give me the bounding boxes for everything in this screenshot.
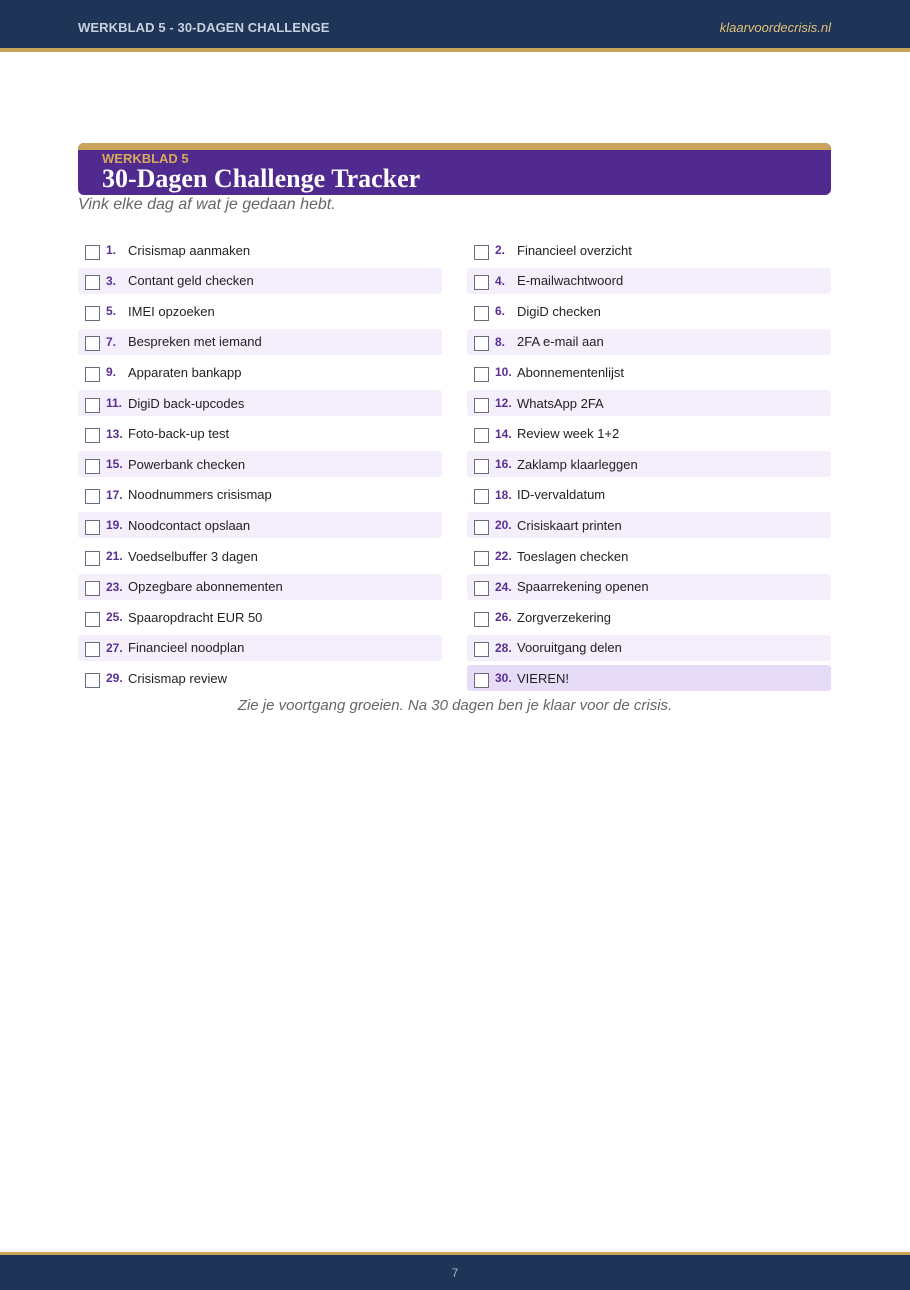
checklist-item: [467, 390, 831, 416]
item-label: 2FA e-mail aan: [517, 334, 604, 350]
item-label: DigiD back-upcodes: [128, 395, 245, 411]
checkbox[interactable]: [85, 612, 100, 627]
item-number: 29.: [106, 671, 123, 686]
checklist-item: [78, 574, 442, 600]
checklist-item: [78, 329, 442, 355]
header-website: klaarvoordecrisis.nl: [719, 20, 831, 35]
item-label: Crisismap aanmaken: [128, 242, 251, 258]
checkbox[interactable]: [474, 367, 489, 382]
checklist-item: [467, 512, 831, 538]
checkbox[interactable]: [85, 367, 100, 382]
item-number: 23.: [106, 579, 123, 594]
checklist-item: [78, 268, 442, 294]
checklist-item: [467, 237, 831, 263]
header-title: WERKBLAD 5 - 30-DAGEN CHALLENGE: [78, 20, 330, 35]
checklist-item: [78, 359, 442, 385]
item-number: 19.: [106, 518, 123, 533]
item-label: Bespreken met iemand: [128, 334, 262, 350]
checklist-item: [78, 451, 442, 477]
item-number: 11.: [106, 396, 123, 410]
page-title: 30-Dagen Challenge Tracker: [102, 164, 421, 193]
item-label: Zaklamp klaarleggen: [517, 456, 638, 472]
item-number: 25.: [106, 610, 123, 625]
checkbox[interactable]: [85, 306, 100, 321]
checkbox[interactable]: [85, 642, 100, 657]
checklist-item: [467, 268, 831, 294]
item-number: 16.: [495, 457, 512, 472]
item-number: 30.: [495, 671, 512, 686]
item-label: Zorgverzekering: [517, 609, 611, 625]
item-label: ID-vervaldatum: [517, 487, 606, 503]
item-number: 13.: [106, 426, 123, 441]
page-footer: [0, 1252, 910, 1290]
checklist-item: [78, 635, 442, 661]
checklist-item: [467, 604, 831, 630]
item-number: 4.: [495, 273, 506, 288]
footnote: Zie je voortgang groeien. Na 30 dagen ben je klaar voor de crisis.: [237, 697, 673, 714]
checklist-item: [78, 482, 442, 508]
checklist-item: [467, 359, 831, 385]
item-label: Review week 1+2: [517, 426, 620, 442]
item-number: 3.: [106, 273, 117, 288]
item-number: 27.: [106, 640, 123, 655]
checkbox[interactable]: [474, 612, 489, 627]
item-label: IMEI opzoeken: [128, 303, 215, 319]
checkbox[interactable]: [474, 275, 489, 290]
item-number: 20.: [495, 518, 512, 533]
item-label: E-mailwachtwoord: [517, 273, 624, 289]
item-label: Contant geld checken: [128, 273, 254, 289]
item-label: VIEREN!: [517, 670, 570, 686]
checkbox[interactable]: [85, 520, 100, 535]
item-label: Crisiskaart printen: [517, 517, 622, 533]
item-label: Spaarrekening openen: [517, 579, 649, 595]
item-number: 28.: [495, 640, 512, 655]
checkbox[interactable]: [85, 489, 100, 504]
checkbox[interactable]: [474, 245, 489, 260]
checkbox[interactable]: [474, 336, 489, 351]
checkbox[interactable]: [85, 245, 100, 260]
item-label: Noodcontact opslaan: [128, 517, 251, 533]
checkbox[interactable]: [474, 428, 489, 443]
checklist-item: [467, 421, 831, 447]
item-number: 24.: [495, 579, 512, 594]
checkbox[interactable]: [85, 275, 100, 290]
checklist-item: [467, 635, 831, 661]
checkbox[interactable]: [474, 673, 489, 688]
checkbox[interactable]: [474, 398, 489, 413]
checkbox[interactable]: [474, 306, 489, 321]
item-label: Powerbank checken: [128, 456, 246, 472]
checklist-item: [78, 543, 442, 569]
checkbox[interactable]: [474, 642, 489, 657]
item-number: 2.: [495, 243, 506, 257]
checkbox[interactable]: [85, 673, 100, 688]
checklist-item: [78, 665, 442, 691]
item-number: 1.: [106, 243, 117, 257]
item-label: WhatsApp 2FA: [517, 395, 604, 411]
checklist-item: [78, 390, 442, 416]
instruction-text: Vink elke dag af wat je gedaan hebt.: [78, 196, 336, 213]
checkbox[interactable]: [85, 551, 100, 566]
banner-accent-strip: [78, 143, 831, 150]
checklist-item: [467, 482, 831, 508]
item-label: Voedselbuffer 3 dagen: [128, 548, 258, 564]
item-label: Financieel noodplan: [128, 640, 245, 656]
item-number: 9.: [106, 365, 117, 380]
page-number: 7: [451, 1266, 459, 1280]
checklist-item: [78, 512, 442, 538]
checklist-item: [467, 329, 831, 355]
item-label: Foto-back-up test: [128, 426, 230, 442]
item-label: Abonnementenlijst: [517, 364, 624, 380]
item-label: Apparaten bankapp: [128, 364, 242, 380]
item-number: 18.: [495, 487, 512, 502]
item-number: 10.: [495, 365, 512, 380]
item-label: Noodnummers crisismap: [128, 487, 272, 503]
checkbox[interactable]: [85, 428, 100, 443]
item-label: Opzegbare abonnementen: [128, 579, 283, 595]
item-number: 7.: [106, 334, 117, 349]
checkbox[interactable]: [85, 398, 100, 413]
banner-eyebrow: WERKBLAD 5: [102, 151, 189, 166]
item-number: 8.: [495, 334, 506, 349]
item-number: 6.: [495, 304, 506, 319]
checkbox[interactable]: [85, 336, 100, 351]
title-banner: [78, 143, 831, 195]
checklist-item: [467, 665, 831, 691]
checklist-item: [467, 574, 831, 600]
item-label: Toeslagen checken: [517, 548, 629, 564]
item-number: 15.: [106, 457, 123, 472]
checkbox[interactable]: [85, 459, 100, 474]
checklist-item: [467, 543, 831, 569]
checkbox[interactable]: [474, 459, 489, 474]
item-number: 22.: [495, 549, 512, 563]
item-number: 12.: [495, 396, 512, 410]
item-number: 17.: [106, 487, 123, 502]
checklist-item: [467, 298, 831, 324]
checklist-item: [78, 421, 442, 447]
item-label: Financieel overzicht: [517, 242, 632, 258]
checkbox[interactable]: [85, 581, 100, 596]
item-number: 14.: [495, 426, 512, 441]
checklist-item: [78, 298, 442, 324]
item-number: 26.: [495, 610, 512, 625]
checkbox[interactable]: [474, 520, 489, 535]
checklist-item: [467, 451, 831, 477]
item-label: Crisismap review: [128, 670, 227, 686]
item-number: 21.: [106, 549, 123, 563]
checkbox[interactable]: [474, 581, 489, 596]
item-number: 5.: [106, 304, 117, 319]
item-label: DigiD checken: [517, 303, 601, 319]
item-label: Vooruitgang delen: [517, 640, 622, 656]
checklist-item: [78, 237, 442, 263]
page-header: [0, 0, 910, 52]
checklist-item: [78, 604, 442, 630]
checkbox[interactable]: [474, 551, 489, 566]
checkbox[interactable]: [474, 489, 489, 504]
item-label: Spaaropdracht EUR 50: [128, 609, 263, 625]
